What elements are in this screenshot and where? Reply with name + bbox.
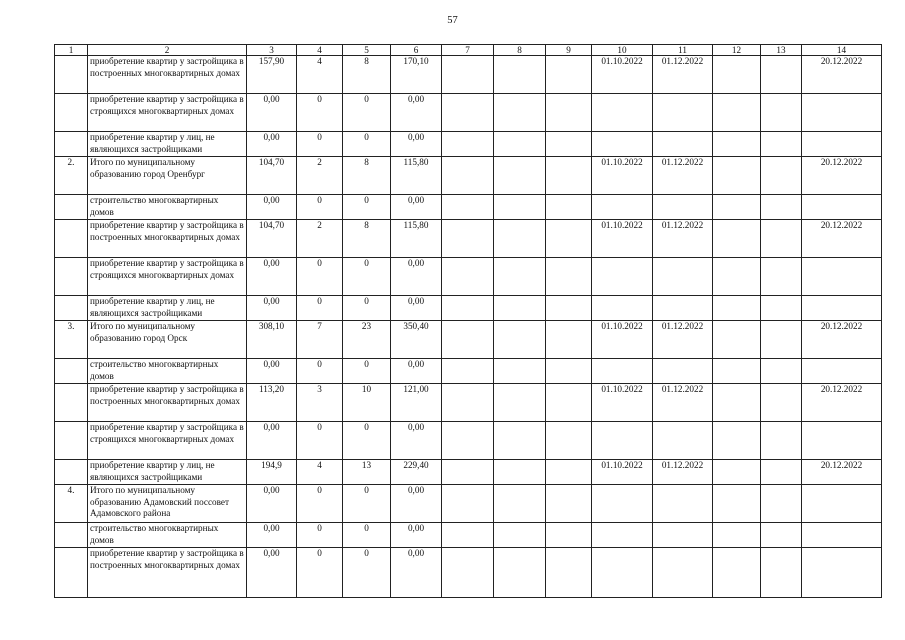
cell-col-7 (442, 132, 494, 157)
cell-col-11 (653, 359, 713, 384)
cell-col-13 (761, 548, 802, 598)
cell-col-4: 2 (297, 157, 343, 195)
cell-col-7 (442, 296, 494, 321)
cell-col-6: 170,10 (391, 56, 442, 94)
cell-col-6: 350,40 (391, 321, 442, 359)
cell-col-14 (802, 258, 882, 296)
cell-col-9 (546, 157, 592, 195)
cell-col-11 (653, 195, 713, 220)
cell-col-8 (494, 384, 546, 422)
col-header: 3 (247, 45, 297, 56)
cell-col-12 (713, 321, 761, 359)
cell-col-5: 0 (343, 548, 391, 598)
cell-col-6: 0,00 (391, 132, 442, 157)
cell-col-7 (442, 548, 494, 598)
cell-description: Итого по муниципальному образованию город Орск (88, 321, 247, 359)
cell-col-11: 01.12.2022 (653, 220, 713, 258)
cell-col-5: 0 (343, 422, 391, 460)
cell-col-5: 0 (343, 258, 391, 296)
cell-col-3: 194,9 (247, 460, 297, 485)
cell-description: приобретение квартир у застройщика в строящихся многоквартирных домах (88, 258, 247, 296)
cell-col-9 (546, 220, 592, 258)
cell-col-11: 01.12.2022 (653, 460, 713, 485)
cell-description: приобретение квартир у лиц, не являющихся застройщиками (88, 296, 247, 321)
col-header: 10 (592, 45, 653, 56)
cell-col-9 (546, 523, 592, 548)
cell-col-10 (592, 195, 653, 220)
col-header: 1 (55, 45, 88, 56)
cell-col-4: 0 (297, 132, 343, 157)
cell-col-11 (653, 485, 713, 523)
cell-col-12 (713, 384, 761, 422)
cell-col-8 (494, 422, 546, 460)
cell-col-4: 0 (297, 296, 343, 321)
cell-col-5: 0 (343, 485, 391, 523)
cell-col-9 (546, 195, 592, 220)
cell-col-10 (592, 523, 653, 548)
cell-description: приобретение квартир у застройщика в построенных многоквартирных домах (88, 384, 247, 422)
cell-col-13 (761, 94, 802, 132)
cell-col-11: 01.12.2022 (653, 384, 713, 422)
cell-col-13 (761, 460, 802, 485)
cell-col-4: 4 (297, 56, 343, 94)
cell-row-number (55, 384, 88, 422)
cell-col-9 (546, 384, 592, 422)
cell-col-6: 0,00 (391, 258, 442, 296)
cell-row-number (55, 56, 88, 94)
table-row (55, 422, 882, 460)
col-header: 7 (442, 45, 494, 56)
cell-col-10 (592, 359, 653, 384)
cell-col-14: 20.12.2022 (802, 56, 882, 94)
cell-col-3: 0,00 (247, 195, 297, 220)
cell-row-number (55, 296, 88, 321)
cell-col-13 (761, 485, 802, 523)
cell-description: строительство многоквартирных домов (88, 523, 247, 548)
cell-col-13 (761, 56, 802, 94)
cell-col-13 (761, 258, 802, 296)
cell-col-5: 13 (343, 460, 391, 485)
cell-description: строительство многоквартирных домов (88, 195, 247, 220)
cell-col-14 (802, 523, 882, 548)
table-row (55, 321, 882, 359)
cell-col-6: 0,00 (391, 485, 442, 523)
col-header: 8 (494, 45, 546, 56)
cell-col-10 (592, 548, 653, 598)
cell-col-3: 0,00 (247, 258, 297, 296)
cell-col-14 (802, 195, 882, 220)
cell-col-6: 229,40 (391, 460, 442, 485)
cell-col-6: 121,00 (391, 384, 442, 422)
cell-col-7 (442, 384, 494, 422)
cell-col-13 (761, 220, 802, 258)
cell-col-5: 0 (343, 94, 391, 132)
cell-col-13 (761, 157, 802, 195)
cell-col-9 (546, 132, 592, 157)
cell-col-6: 0,00 (391, 296, 442, 321)
cell-col-11: 01.12.2022 (653, 321, 713, 359)
cell-row-number (55, 258, 88, 296)
cell-col-8 (494, 359, 546, 384)
col-header: 6 (391, 45, 442, 56)
cell-col-12 (713, 460, 761, 485)
cell-col-7 (442, 258, 494, 296)
cell-col-8 (494, 460, 546, 485)
cell-col-10 (592, 132, 653, 157)
cell-col-12 (713, 422, 761, 460)
table-row (55, 460, 882, 485)
cell-col-14 (802, 548, 882, 598)
cell-col-4: 7 (297, 321, 343, 359)
table-row (55, 359, 882, 384)
cell-description: приобретение квартир у застройщика в построенных многоквартирных домах (88, 220, 247, 258)
cell-col-11 (653, 296, 713, 321)
cell-col-4: 4 (297, 460, 343, 485)
cell-col-14: 20.12.2022 (802, 157, 882, 195)
cell-description: приобретение квартир у застройщика в строящихся многоквартирных домах (88, 94, 247, 132)
cell-row-number (55, 132, 88, 157)
cell-col-10 (592, 485, 653, 523)
cell-col-14: 20.12.2022 (802, 321, 882, 359)
cell-col-12 (713, 157, 761, 195)
cell-col-10: 01.10.2022 (592, 220, 653, 258)
cell-col-9 (546, 460, 592, 485)
cell-col-7 (442, 157, 494, 195)
cell-col-9 (546, 485, 592, 523)
page-number: 57 (447, 15, 458, 26)
cell-col-12 (713, 523, 761, 548)
cell-description: приобретение квартир у лиц, не являющихся застройщиками (88, 460, 247, 485)
cell-col-9 (546, 94, 592, 132)
cell-col-3: 0,00 (247, 523, 297, 548)
cell-col-14 (802, 132, 882, 157)
cell-col-3: 0,00 (247, 94, 297, 132)
cell-col-4: 2 (297, 220, 343, 258)
cell-col-10: 01.10.2022 (592, 157, 653, 195)
cell-col-5: 23 (343, 321, 391, 359)
cell-col-4: 0 (297, 258, 343, 296)
cell-col-6: 0,00 (391, 195, 442, 220)
table-row (55, 94, 882, 132)
cell-col-6: 0,00 (391, 548, 442, 598)
cell-col-9 (546, 258, 592, 296)
cell-col-8 (494, 56, 546, 94)
col-header: 14 (802, 45, 882, 56)
cell-row-number (55, 548, 88, 598)
cell-col-10 (592, 258, 653, 296)
col-header: 11 (653, 45, 713, 56)
cell-col-13 (761, 359, 802, 384)
cell-description: Итого по муниципальному образованию город Оренбург (88, 157, 247, 195)
cell-col-9 (546, 548, 592, 598)
cell-row-number (55, 422, 88, 460)
cell-col-3: 104,70 (247, 220, 297, 258)
cell-col-3: 157,90 (247, 56, 297, 94)
cell-col-3: 308,10 (247, 321, 297, 359)
cell-col-3: 113,20 (247, 384, 297, 422)
cell-col-11 (653, 523, 713, 548)
cell-col-13 (761, 296, 802, 321)
cell-col-3: 0,00 (247, 485, 297, 523)
cell-col-11: 01.12.2022 (653, 157, 713, 195)
cell-col-11 (653, 94, 713, 132)
cell-col-10: 01.10.2022 (592, 460, 653, 485)
cell-col-12 (713, 56, 761, 94)
cell-col-10: 01.10.2022 (592, 321, 653, 359)
cell-col-8 (494, 258, 546, 296)
cell-col-8 (494, 321, 546, 359)
cell-col-8 (494, 485, 546, 523)
cell-col-8 (494, 157, 546, 195)
cell-description: строительство многоквартирных домов (88, 359, 247, 384)
table-row (55, 220, 882, 258)
cell-col-14 (802, 485, 882, 523)
cell-col-12 (713, 548, 761, 598)
cell-col-5: 8 (343, 56, 391, 94)
cell-col-13 (761, 384, 802, 422)
cell-row-number (55, 220, 88, 258)
cell-col-12 (713, 258, 761, 296)
cell-col-7 (442, 523, 494, 548)
cell-col-11: 01.12.2022 (653, 56, 713, 94)
cell-col-11 (653, 132, 713, 157)
cell-col-14: 20.12.2022 (802, 384, 882, 422)
cell-col-10: 01.10.2022 (592, 384, 653, 422)
table-row (55, 384, 882, 422)
cell-col-14 (802, 422, 882, 460)
cell-col-7 (442, 359, 494, 384)
cell-col-3: 0,00 (247, 548, 297, 598)
cell-col-12 (713, 485, 761, 523)
cell-row-number: 3. (55, 321, 88, 359)
cell-col-6: 0,00 (391, 359, 442, 384)
cell-col-8 (494, 220, 546, 258)
cell-col-7 (442, 220, 494, 258)
cell-col-5: 0 (343, 359, 391, 384)
table-row (55, 56, 882, 94)
cell-col-8 (494, 548, 546, 598)
cell-col-12 (713, 94, 761, 132)
cell-col-8 (494, 132, 546, 157)
cell-col-7 (442, 321, 494, 359)
cell-col-8 (494, 94, 546, 132)
table-row (55, 195, 882, 220)
data-table (54, 44, 882, 598)
header-row (55, 45, 882, 56)
cell-col-3: 0,00 (247, 296, 297, 321)
cell-col-4: 0 (297, 422, 343, 460)
col-header: 9 (546, 45, 592, 56)
cell-col-3: 0,00 (247, 359, 297, 384)
cell-row-number (55, 94, 88, 132)
cell-col-4: 0 (297, 195, 343, 220)
cell-col-11 (653, 258, 713, 296)
cell-col-13 (761, 523, 802, 548)
cell-col-9 (546, 321, 592, 359)
table-row (55, 157, 882, 195)
cell-col-6: 0,00 (391, 523, 442, 548)
cell-col-4: 0 (297, 548, 343, 598)
cell-description: приобретение квартир у застройщика в построенных многоквартирных домах (88, 548, 247, 598)
cell-col-7 (442, 195, 494, 220)
cell-col-5: 0 (343, 132, 391, 157)
cell-col-9 (546, 56, 592, 94)
cell-col-12 (713, 220, 761, 258)
cell-col-13 (761, 321, 802, 359)
cell-col-13 (761, 422, 802, 460)
cell-col-14: 20.12.2022 (802, 220, 882, 258)
col-header: 4 (297, 45, 343, 56)
cell-row-number (55, 195, 88, 220)
cell-col-5: 10 (343, 384, 391, 422)
cell-description: приобретение квартир у застройщика в построенных многоквартирных домах (88, 56, 247, 94)
cell-col-5: 0 (343, 195, 391, 220)
cell-col-6: 115,80 (391, 157, 442, 195)
cell-col-4: 0 (297, 94, 343, 132)
table-row (55, 258, 882, 296)
cell-col-7 (442, 460, 494, 485)
cell-col-4: 0 (297, 485, 343, 523)
col-header: 5 (343, 45, 391, 56)
cell-col-12 (713, 359, 761, 384)
cell-col-13 (761, 132, 802, 157)
cell-col-8 (494, 296, 546, 321)
col-header: 12 (713, 45, 761, 56)
cell-col-7 (442, 485, 494, 523)
cell-col-7 (442, 94, 494, 132)
cell-col-10 (592, 296, 653, 321)
cell-col-14 (802, 94, 882, 132)
cell-description: приобретение квартир у лиц, не являющихся застройщиками (88, 132, 247, 157)
cell-col-14 (802, 359, 882, 384)
table-row (55, 548, 882, 598)
cell-row-number: 4. (55, 485, 88, 523)
cell-col-12 (713, 296, 761, 321)
table-row (55, 132, 882, 157)
cell-col-5: 8 (343, 220, 391, 258)
table-row (55, 296, 882, 321)
cell-col-13 (761, 195, 802, 220)
cell-col-12 (713, 132, 761, 157)
col-header: 2 (88, 45, 247, 56)
cell-description: приобретение квартир у застройщика в строящихся многоквартирных домах (88, 422, 247, 460)
table-row (55, 485, 882, 523)
cell-col-14: 20.12.2022 (802, 460, 882, 485)
cell-col-8 (494, 195, 546, 220)
cell-col-9 (546, 422, 592, 460)
cell-row-number (55, 359, 88, 384)
cell-col-3: 0,00 (247, 422, 297, 460)
cell-col-10: 01.10.2022 (592, 56, 653, 94)
cell-col-5: 0 (343, 296, 391, 321)
cell-col-5: 0 (343, 523, 391, 548)
cell-col-12 (713, 195, 761, 220)
cell-col-9 (546, 296, 592, 321)
cell-col-10 (592, 94, 653, 132)
cell-col-7 (442, 56, 494, 94)
cell-col-6: 115,80 (391, 220, 442, 258)
cell-col-3: 0,00 (247, 132, 297, 157)
cell-col-9 (546, 359, 592, 384)
cell-row-number (55, 523, 88, 548)
cell-col-11 (653, 422, 713, 460)
cell-col-4: 3 (297, 384, 343, 422)
cell-col-6: 0,00 (391, 422, 442, 460)
cell-col-5: 8 (343, 157, 391, 195)
table-row (55, 523, 882, 548)
cell-col-4: 0 (297, 359, 343, 384)
cell-col-3: 104,70 (247, 157, 297, 195)
cell-col-10 (592, 422, 653, 460)
col-header: 13 (761, 45, 802, 56)
cell-col-8 (494, 523, 546, 548)
cell-row-number: 2. (55, 157, 88, 195)
cell-description: Итого по муниципальному образованию Адамовский поссовет Адамовского района (88, 485, 247, 523)
cell-col-4: 0 (297, 523, 343, 548)
cell-col-7 (442, 422, 494, 460)
cell-col-11 (653, 548, 713, 598)
cell-col-14 (802, 296, 882, 321)
cell-col-6: 0,00 (391, 94, 442, 132)
cell-row-number (55, 460, 88, 485)
